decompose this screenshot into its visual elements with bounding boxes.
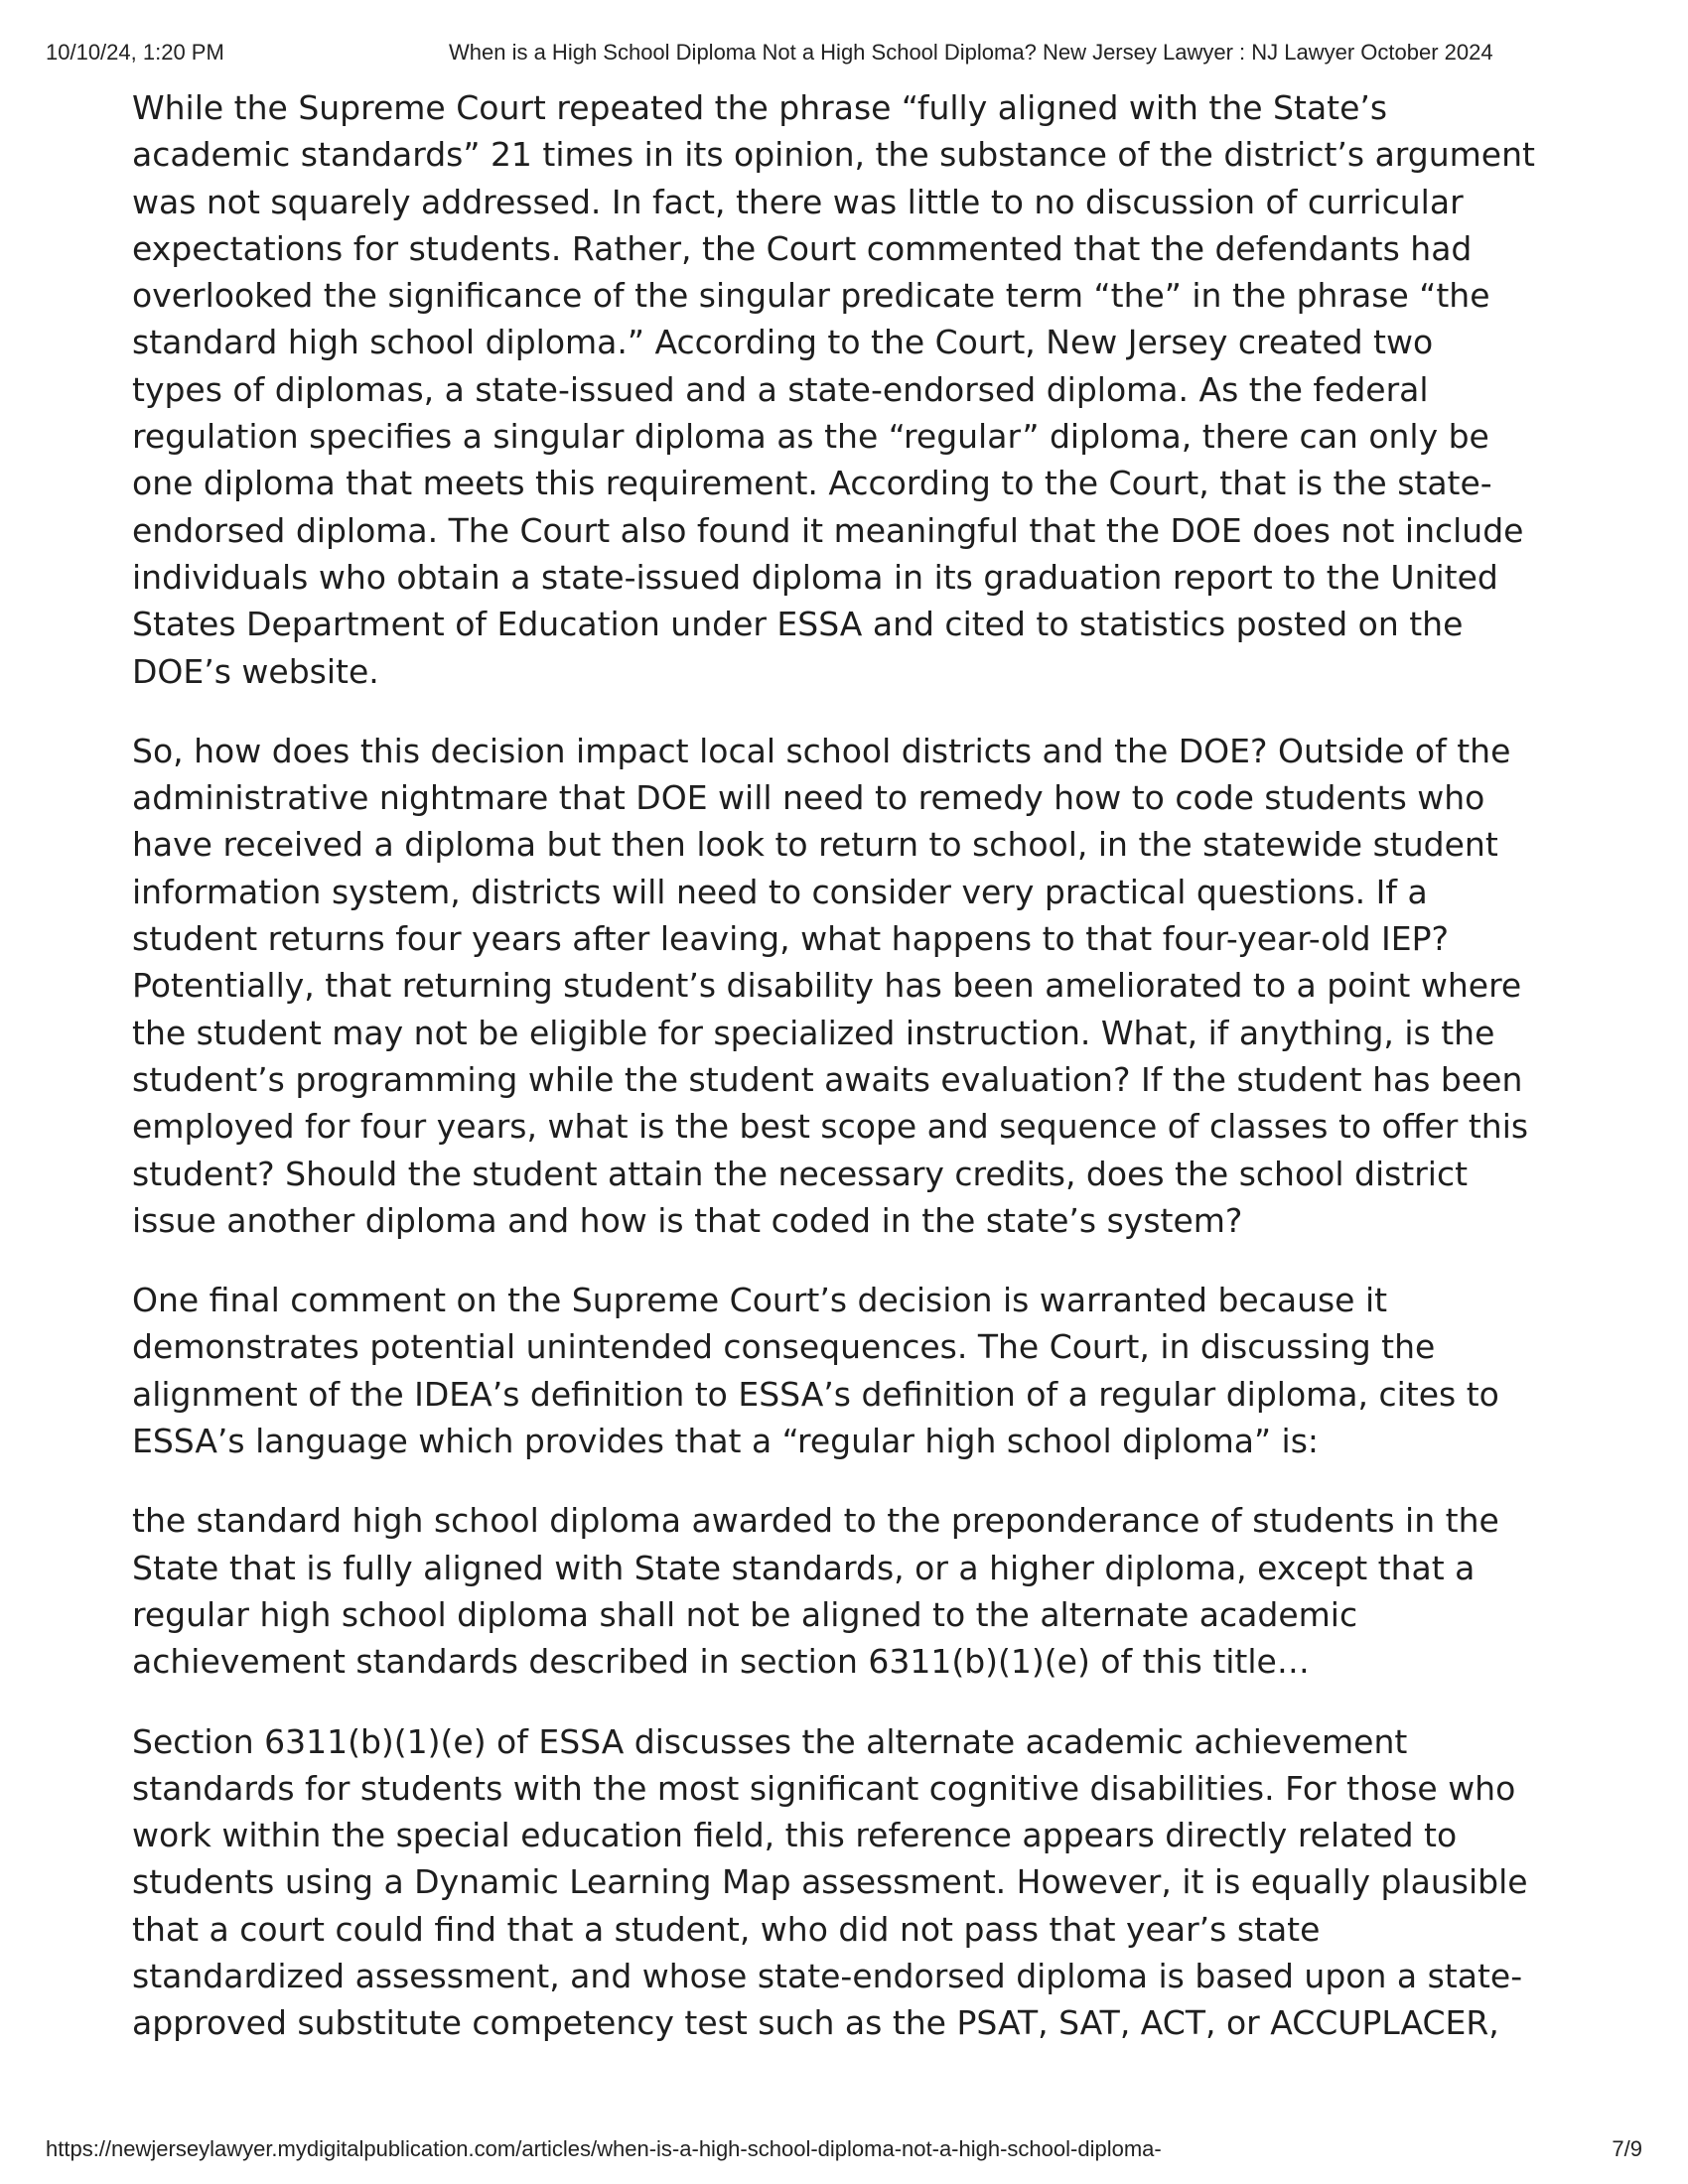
article-block-quote: the standard high school diploma awarded to the preponderance of students in the State that is fully aligned with State standards, or a higher diploma, except that a regular high school diploma shall not be aligned to the alternate academic achievement standards described in section 6311(b)(1)(e) of this title… [132, 1501, 1499, 1682]
print-footer [46, 2136, 1642, 2168]
print-page-title: When is a High School Diploma Not a High School Diploma? New Jersey Lawyer : NJ Lawyer October 2024 [449, 40, 1493, 65]
article-body [132, 84, 1562, 2080]
print-datetime: 10/10/24, 1:20 PM [46, 40, 224, 65]
article-paragraph: Section 6311(b)(1)(e) of ESSA discusses the alternate academic achievement standards for students with the most significant cognitive disabilities. For those who work within the special education field, this reference appears directly related to students using a Dynamic Learning Map assessment. However, it is equally plausible that a court could find that a student, who did not pass that year’s state standardized assessment, and whose state-endorsed diploma is based upon a state- approved substitute competency test such as the PSAT, SAT, ACT, or ACCUPLACER, [132, 1721, 1528, 2043]
print-source-url: https://newjerseylawyer.mydigitalpublication.com/articles/when-is-a-high-school-diploma-not-a-high-school-diploma- [46, 2136, 1162, 2161]
print-page-number: 7/9 [1612, 2136, 1642, 2161]
article-paragraph: One final comment on the Supreme Court’s decision is warranted because it demonstrates potential unintended consequences. The Court, in discussing the alignment of the IDEA’s definition to ESSA’s definition of a regular diploma, cites to ESSA’s language which provides that a “regular high school diploma” is: [132, 1281, 1499, 1461]
article-paragraph: So, how does this decision impact local school districts and the DOE? Outside of the administrative nightmare that DOE will need to remedy how to code students who have received a diploma but then look to return to school, in the statewide student information system, districts will need to consider very practical questions. If a student returns four years after leaving, what happens to that four-year-old IEP? Potentially, that returning student’s disability has been ameliorated to a point where the student may not be eligible for specialized instruction. What, if anything, is the student’s programming while the student awaits evaluation? If the student has been employed for four years, what is the best scope and sequence of classes to offer this student? Should the student attain the necessary credits, does the school district issue another diploma and how is that coded in the state’s system? [132, 731, 1529, 1240]
article-paragraph: While the Supreme Court repeated the phrase “fully aligned with the State’s academic standards” 21 times in its opinion, the substance of the district’s argument was not squarely addressed. In fact, there was little to no discussion of curricular expectations for students. Rather, the Court commented that the defendants had overlooked the significance of the singular predicate term “the” in the phrase “the standard high school diploma.” According to the Court, New Jersey created two types of diplomas, a state-issued and a state-endorsed diploma. As the federal regulation specifies a singular diploma as the “regular” diploma, there can only be one diploma that meets this requirement. According to the Court, that is the state- endorsed diploma. The Court also found it meaningful that the DOE does not include individuals who obtain a state-issued diploma in its graduation report to the United States Department of Education under ESSA and cited to statistics posted on the DOE’s website. [132, 88, 1535, 691]
print-header [46, 40, 1642, 71]
